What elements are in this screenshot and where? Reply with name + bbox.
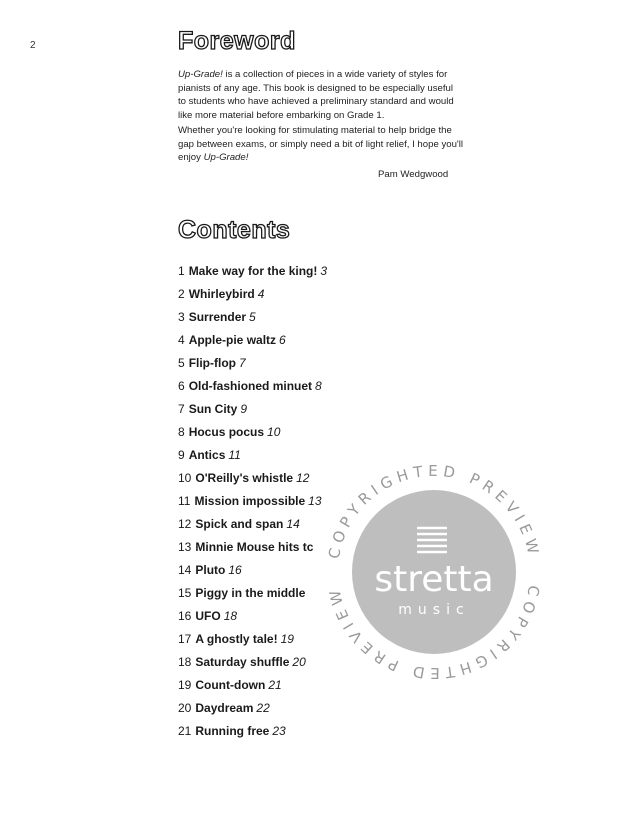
watermark-ring-text-top: COPYRIGHTED PREVIEW bbox=[324, 461, 544, 561]
contents-item bbox=[178, 630, 327, 653]
contents-item bbox=[178, 446, 327, 469]
item-number: 12 bbox=[178, 517, 192, 531]
book-title-italic: Up-Grade! bbox=[203, 152, 249, 163]
item-page: 10 bbox=[267, 425, 281, 439]
item-number: 20 bbox=[178, 701, 192, 715]
item-page: 8 bbox=[315, 379, 322, 393]
item-number: 6 bbox=[178, 379, 185, 393]
item-title: Surrender bbox=[188, 310, 247, 324]
item-number: 4 bbox=[178, 333, 185, 347]
item-number: 21 bbox=[178, 724, 192, 738]
contents-item bbox=[178, 538, 327, 561]
item-title: Sun City bbox=[188, 402, 238, 416]
contents-item bbox=[178, 515, 327, 538]
item-page: 16 bbox=[228, 563, 242, 577]
item-number: 5 bbox=[178, 356, 185, 370]
contents-heading: Contents bbox=[178, 216, 291, 244]
contents-item bbox=[178, 584, 327, 607]
item-title: Saturday shuffle bbox=[195, 655, 290, 669]
contents-item bbox=[178, 607, 327, 630]
item-page: 6 bbox=[279, 333, 286, 347]
contents-item bbox=[178, 469, 327, 492]
page-number: 2 bbox=[30, 40, 36, 51]
item-title: Count-down bbox=[195, 678, 266, 692]
item-number: 8 bbox=[178, 425, 185, 439]
foreword-body bbox=[178, 68, 463, 167]
item-number: 14 bbox=[178, 563, 192, 577]
contents-list bbox=[178, 262, 327, 745]
contents-item bbox=[178, 377, 327, 400]
foreword-paragraph-1 bbox=[178, 68, 463, 122]
item-page: 5 bbox=[249, 310, 256, 324]
contents-item bbox=[178, 331, 327, 354]
item-page: 4 bbox=[257, 287, 265, 301]
item-number: 15 bbox=[178, 586, 192, 600]
item-page: 20 bbox=[292, 655, 306, 669]
item-title: Whirleybird bbox=[188, 287, 255, 301]
contents-item bbox=[178, 423, 327, 446]
contents-item bbox=[178, 308, 327, 331]
contents-item bbox=[178, 561, 327, 584]
item-number: 10 bbox=[178, 471, 192, 485]
item-title: Piggy in the middle bbox=[195, 586, 306, 600]
author-signature: Pam Wedgwood bbox=[378, 169, 449, 180]
contents-item bbox=[178, 653, 327, 676]
item-number: 1 bbox=[178, 264, 185, 278]
item-page: 7 bbox=[239, 356, 246, 370]
item-title: Flip-flop bbox=[188, 356, 237, 370]
item-title: Hocus pocus bbox=[188, 425, 265, 439]
item-page: 22 bbox=[256, 701, 270, 715]
item-number: 2 bbox=[178, 287, 185, 301]
item-page: 12 bbox=[296, 471, 310, 485]
item-title: UFO bbox=[195, 609, 221, 623]
foreword-paragraph-2 bbox=[178, 124, 463, 165]
item-number: 7 bbox=[178, 402, 185, 416]
item-number: 3 bbox=[178, 310, 185, 324]
foreword-paragraph-2-text: Whether you're looking for stimulating material to help bridge the gap between exams, or simply need a bit of light relief, I hope you'll enjoy bbox=[178, 125, 464, 163]
item-number: 17 bbox=[178, 632, 192, 646]
item-title: Pluto bbox=[195, 563, 226, 577]
item-title: Antics bbox=[188, 448, 226, 462]
item-title: Daydream bbox=[195, 701, 254, 715]
item-title: Apple-pie waltz bbox=[188, 333, 277, 347]
item-page: 18 bbox=[223, 609, 238, 623]
item-title: O'Reilly's whistle bbox=[195, 471, 294, 485]
item-page: 13 bbox=[308, 494, 322, 508]
contents-item bbox=[178, 400, 327, 423]
item-title: Minnie Mouse hits tc bbox=[195, 540, 314, 554]
contents-item bbox=[178, 492, 327, 515]
item-title: Mission impossible bbox=[194, 494, 306, 508]
item-page: 14 bbox=[286, 517, 300, 531]
watermark-sub: music bbox=[398, 602, 470, 618]
stretta-watermark bbox=[318, 456, 550, 688]
item-title: Spick and span bbox=[195, 517, 284, 531]
foreword-paragraph-1-text: is a collection of pieces in a wide variety of styles for pianists of any age. This book is designed to be especially useful to students who have achieved a preliminary standard and would like more material before embarking on Grade 1. bbox=[178, 69, 454, 121]
item-number: 13 bbox=[178, 540, 192, 554]
contents-item bbox=[178, 722, 327, 745]
item-title: Old-fashioned minuet bbox=[188, 379, 313, 393]
item-title: Running free bbox=[195, 724, 270, 738]
item-page: 23 bbox=[272, 724, 286, 738]
item-number: 11 bbox=[178, 494, 191, 508]
item-page: 9 bbox=[240, 402, 248, 416]
item-title: A ghostly tale! bbox=[195, 632, 278, 646]
item-number: 16 bbox=[178, 609, 192, 623]
watermark-brand: stretta bbox=[374, 559, 494, 600]
contents-item bbox=[178, 262, 327, 285]
item-number: 9 bbox=[178, 448, 185, 462]
book-title-italic: Up-Grade! bbox=[178, 69, 223, 80]
contents-item bbox=[178, 676, 327, 699]
item-number: 18 bbox=[178, 655, 192, 669]
foreword-heading: Foreword bbox=[178, 27, 296, 55]
watermark-ring-text-bottom: COPYRIGHTED PREVIEW bbox=[324, 583, 544, 683]
item-title: Make way for the king! bbox=[188, 264, 318, 278]
item-number: 19 bbox=[178, 678, 192, 692]
item-page: 3 bbox=[320, 264, 328, 278]
contents-item bbox=[178, 699, 327, 722]
item-page: 19 bbox=[280, 632, 294, 646]
item-page: 11 bbox=[228, 448, 241, 462]
item-page: 21 bbox=[268, 678, 282, 692]
contents-item bbox=[178, 354, 327, 377]
contents-item bbox=[178, 285, 327, 308]
